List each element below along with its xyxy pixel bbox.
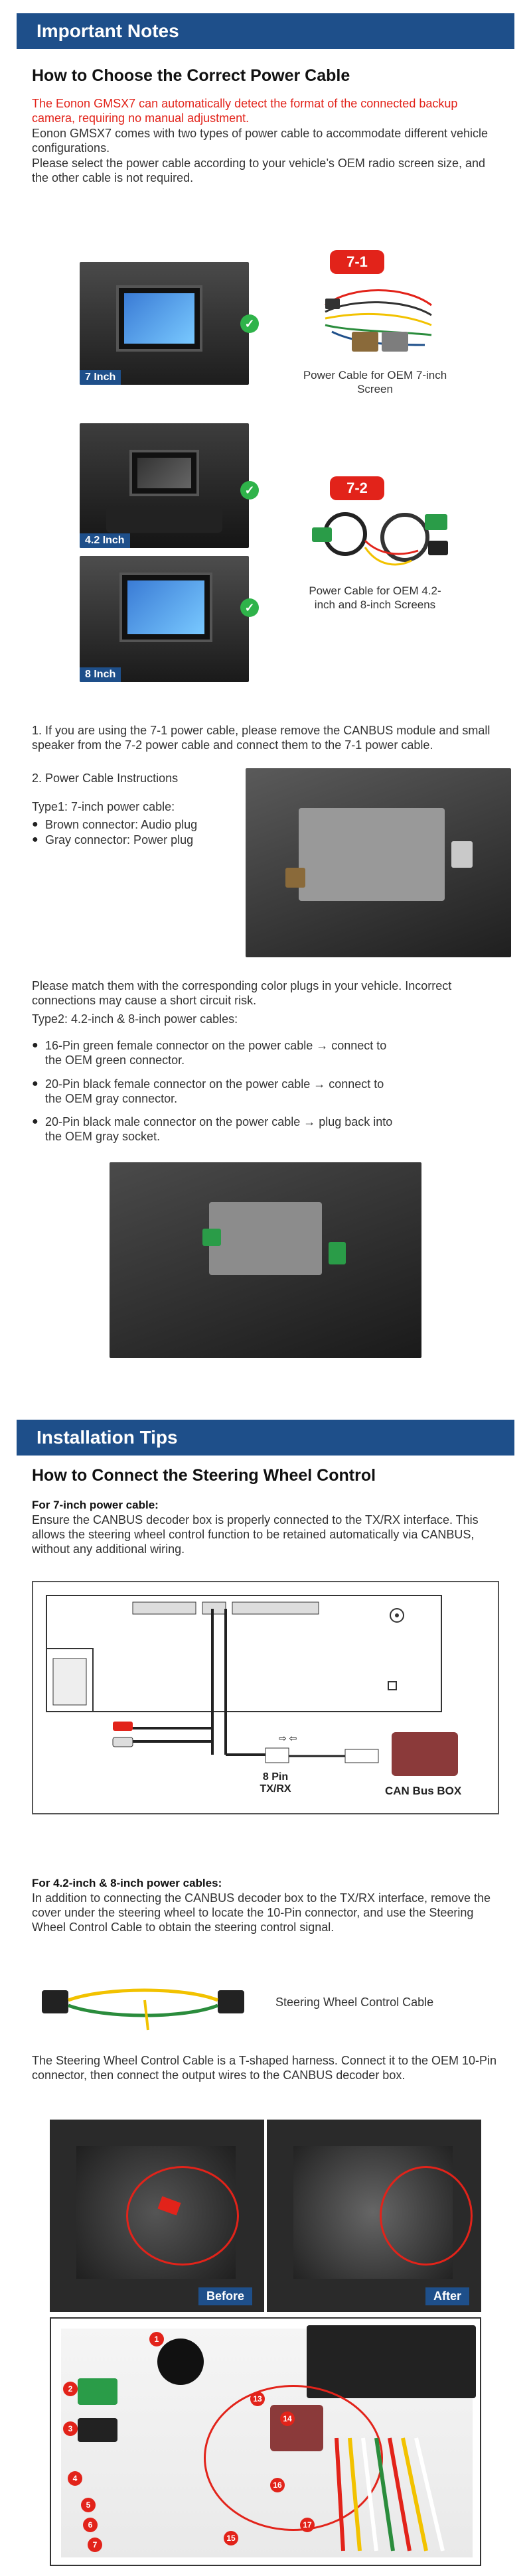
part-number: 3 xyxy=(63,2421,78,2436)
steering-heading: How to Connect the Steering Wheel Control xyxy=(32,1466,376,1485)
part-number: 15 xyxy=(224,2531,238,2545)
harness-7-1-icon xyxy=(312,279,445,358)
note-2: 2. Power Cable Instructions xyxy=(32,772,179,785)
diagram-canbus-label: CAN Bus BOX xyxy=(385,1785,462,1797)
power-cable-heading: How to Choose the Correct Power Cable xyxy=(32,66,350,85)
parts-overview xyxy=(50,2317,481,2566)
dash-photo-8-inch xyxy=(80,556,249,682)
part-number: 17 xyxy=(300,2518,315,2532)
type2-photo xyxy=(110,1162,421,1358)
part-number: 1 xyxy=(149,2332,164,2346)
p1-title: For 7-inch power cable: xyxy=(32,1499,159,1511)
installation-tips-banner: Installation Tips xyxy=(17,1420,514,1456)
type2-bullet-3: ● 20-Pin black male connector on the power cable → plug back into the OEM gray socket. xyxy=(32,1115,404,1144)
match-note: Please match them with the corresponding color plugs in your vehicle. Incorrect connections may cause a short circuit risk. xyxy=(32,979,452,1007)
intro-paragraph-2: Please select the power cable according to your vehicle’s OEM radio screen size, and the other cable is not required. xyxy=(32,157,486,184)
highlight-circle xyxy=(126,2166,239,2266)
dash-photo-4-2-inch xyxy=(80,423,249,548)
part-number: 14 xyxy=(280,2411,295,2426)
type1-label: Type1: 7-inch power cable: xyxy=(32,800,175,813)
rca-cables-icon xyxy=(330,2431,481,2564)
part-number: 6 xyxy=(83,2518,98,2532)
p2-title: For 4.2-inch & 8-inch power cables: xyxy=(32,1877,222,1889)
before-label: Before xyxy=(198,2287,252,2305)
type2-label: Type2: 4.2-inch & 8-inch power cables: xyxy=(32,1012,238,1026)
part-number: 4 xyxy=(68,2471,82,2486)
part-number: 16 xyxy=(270,2478,285,2492)
type2-bullet-2: ● 20-Pin black female connector on the power cable → connect to the OEM gray connector. xyxy=(32,1077,404,1106)
diagram-txrx-label: TX/RX xyxy=(260,1783,291,1795)
after-label: After xyxy=(425,2287,469,2305)
harness-7-2-icon xyxy=(305,501,458,580)
dash-photo-7-inch xyxy=(80,262,249,385)
part-number: 13 xyxy=(250,2392,265,2406)
highlight-circle xyxy=(380,2166,473,2266)
type1-bullet-1: ● Brown connector: Audio plug xyxy=(32,817,404,832)
type1-bullet-2: ● Gray connector: Power plug xyxy=(32,833,404,847)
photo-label-7-inch: 7 Inch xyxy=(80,370,121,385)
part-number: 5 xyxy=(81,2498,96,2512)
svg-text:⇨ ⇦: ⇨ ⇦ xyxy=(279,1733,297,1743)
photo-label-4-2-inch: 4.2 Inch xyxy=(80,533,130,548)
check-icon: ✓ xyxy=(240,598,259,617)
type2-bullet-1: ● 16-Pin green female connector on the power cable → connect to the OEM green connector. xyxy=(32,1038,404,1067)
canbus-wiring-diagram xyxy=(32,1581,499,1814)
check-icon: ✓ xyxy=(240,314,259,333)
cable-caption-7-2: Power Cable for OEM 4.2-inch and 8-inch Screens xyxy=(309,584,441,611)
p3-body: The Steering Wheel Control Cable is a T-shaped harness. Connect it to the OEM 10-Pin connector, then connect the output wires to the CANBUS decoder box. xyxy=(32,2054,497,2082)
type1-photo xyxy=(246,768,511,957)
before-photo xyxy=(50,2120,264,2312)
part-number: 7 xyxy=(88,2538,102,2552)
cable-caption-7-1: Power Cable for OEM 7-inch Screen xyxy=(303,369,447,395)
intro-paragraph-1: Eonon GMSX7 comes with two types of power cable to accommodate different vehicle configurations. xyxy=(32,127,489,155)
camera-note: The Eonon GMSX7 can automatically detect the format of the connected backup camera, requiring no manual adjustment. xyxy=(32,97,458,125)
important-notes-banner: Important Notes xyxy=(17,13,514,49)
cable-tag-7-2: 7-2 xyxy=(330,476,384,500)
p2-body: In addition to connecting the CANBUS decoder box to the TX/RX interface, remove the cover under the steering wheel to locate the 10-Pin connector, and use the Steering Wheel Control Cable to obtain the steering control signal. xyxy=(32,1891,491,1934)
photo-label-8-inch: 8 Inch xyxy=(80,667,121,682)
after-photo xyxy=(267,2120,481,2312)
cable-tag-7-1: 7-1 xyxy=(330,250,384,274)
diagram-pin-label: 8 Pin xyxy=(262,1771,289,1783)
p1-body: Ensure the CANBUS decoder box is properly connected to the TX/RX interface. This allows the steering wheel control function to be retained automatically via CANBUS, without any additional wiring. xyxy=(32,1513,479,1556)
part-number: 2 xyxy=(63,2382,78,2396)
swc-label: Steering Wheel Control Cable xyxy=(275,1996,434,2009)
note-1: 1. If you are using the 7-1 power cable, please remove the CANBUS module and small speaker from the 7-2 power cable and connect them to the 7-1 power cable. xyxy=(32,724,491,752)
swc-cable-icon xyxy=(38,1974,251,2033)
check-icon: ✓ xyxy=(240,481,259,500)
